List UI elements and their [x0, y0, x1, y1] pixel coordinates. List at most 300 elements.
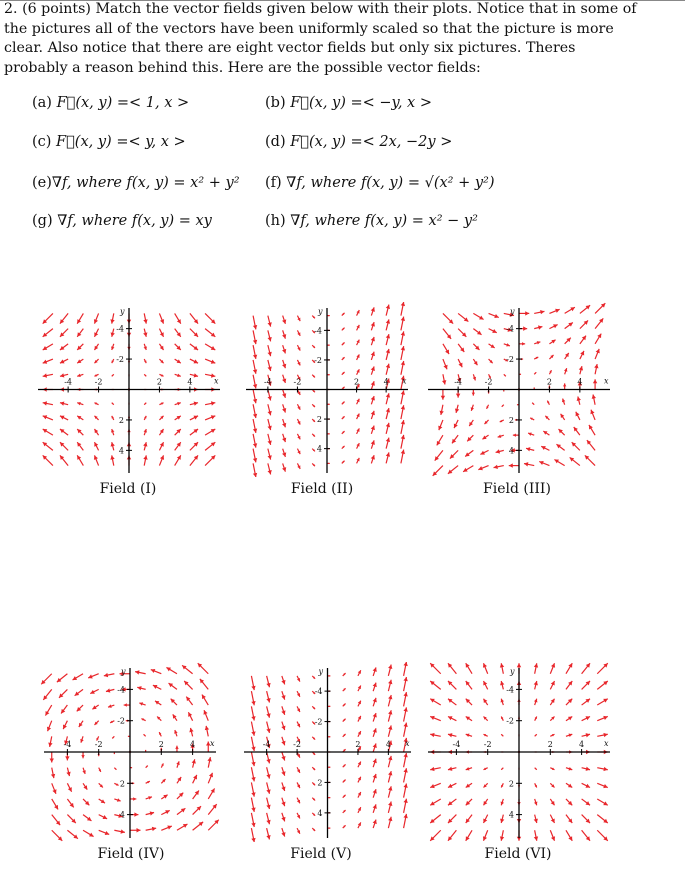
- field-arrow: [401, 331, 405, 345]
- field-arrow: [282, 360, 286, 368]
- field-arrow: [534, 799, 537, 805]
- field-arrow: [60, 313, 68, 323]
- field-arrow: [565, 322, 573, 328]
- field-arrow: [208, 773, 213, 784]
- field-arrow: [312, 737, 315, 740]
- x-tick-label: -4: [63, 740, 72, 749]
- field-arrow: [501, 768, 503, 770]
- field-arrow: [159, 374, 163, 376]
- field-arrow: [281, 722, 285, 731]
- problem-text: Match the vector fields given below with their plots. Notice that in some of the pictures all of the vectors have been uniformly scaled so that the picture is more clear. Also notice that there are eight vector fields but only six pictures. Theres probably a reason behind this. Here are the possible vector fields:: [4, 1, 637, 76]
- field-arrow: [483, 799, 487, 805]
- field-arrow: [146, 796, 152, 799]
- field-arrow: [437, 435, 443, 445]
- y-tick-label: -2: [314, 355, 322, 365]
- field-arrow: [467, 435, 473, 441]
- field-arrow: [297, 691, 300, 697]
- y-tick-label: -4: [314, 326, 322, 336]
- field-arrow: [77, 429, 83, 435]
- y-tick-label: -2: [116, 355, 124, 365]
- field-arrow: [597, 830, 608, 841]
- field-arrow: [77, 442, 83, 450]
- field-e: (e)∇f, where f(x, y) = x² + y²: [32, 175, 240, 191]
- field-arrow: [534, 372, 536, 374]
- field-arrow: [282, 390, 286, 398]
- field-arrow: [513, 433, 519, 436]
- field-arrow: [99, 768, 101, 772]
- field-arrow: [297, 360, 300, 366]
- field-arrow: [99, 830, 110, 835]
- field-arrow: [88, 674, 99, 679]
- field-arrow: [483, 830, 488, 841]
- field-arrow: [535, 734, 537, 736]
- field-arrow: [266, 676, 270, 687]
- field-arrow: [110, 313, 114, 323]
- field-arrow: [297, 813, 300, 819]
- field-arrow: [597, 699, 608, 705]
- field-arrow: [433, 466, 443, 476]
- field-arrow: [144, 374, 146, 376]
- field-arrow: [207, 757, 211, 768]
- x-tick-label: -4: [262, 740, 271, 749]
- field-list: [0, 0, 685, 260]
- field-arrow: [79, 721, 83, 727]
- field-arrow: [500, 815, 504, 823]
- field-arrow: [80, 736, 83, 742]
- field-arrow: [582, 663, 590, 674]
- field-arrow: [83, 830, 94, 836]
- field-arrow: [574, 427, 580, 435]
- field-arrow: [534, 663, 538, 674]
- field-arrow: [159, 442, 163, 450]
- field-arrow: [592, 394, 596, 404]
- field-arrow: [73, 674, 84, 680]
- field-arrow: [60, 329, 68, 337]
- field-arrow: [532, 403, 534, 405]
- field-arrow: [251, 813, 255, 827]
- field-arrow: [83, 783, 87, 789]
- field-arrow: [550, 783, 554, 787]
- field-arrow: [356, 443, 359, 449]
- field-b: (b) F⃗(x, y) =< −y, x >: [265, 95, 432, 111]
- field-arrow: [342, 372, 345, 375]
- field-arrow: [81, 752, 84, 758]
- field-arrow: [268, 463, 272, 474]
- field-arrow: [450, 450, 458, 458]
- field-arrow: [67, 815, 75, 823]
- field-arrow: [251, 722, 255, 736]
- field-arrow: [169, 683, 177, 689]
- field-arrow: [388, 695, 392, 706]
- x-tick-label: -2: [293, 740, 301, 749]
- field-arrow: [94, 721, 98, 725]
- field-arrow: [528, 432, 534, 435]
- field-arrow: [501, 716, 503, 720]
- field-arrow: [501, 699, 504, 705]
- field-arrow: [146, 827, 157, 831]
- field-arrow: [572, 442, 580, 450]
- field-arrow: [297, 767, 300, 773]
- field-arrow: [161, 810, 169, 814]
- field-arrow: [281, 782, 285, 791]
- field-arrow: [94, 374, 98, 376]
- field-arrow: [159, 732, 161, 736]
- field-arrow: [47, 721, 52, 732]
- field-arrow: [448, 716, 456, 720]
- field-arrow: [188, 712, 192, 720]
- field-arrow: [43, 442, 53, 450]
- y-tick-label: -2: [314, 717, 323, 727]
- field-arrow: [193, 791, 199, 799]
- field-arrow: [312, 449, 315, 452]
- x-tick-label: 2: [546, 377, 552, 387]
- field-arrow: [190, 402, 198, 406]
- field-arrow: [144, 344, 147, 350]
- field-arrow: [386, 393, 390, 404]
- field-arrow: [534, 325, 542, 329]
- field-arrow: [438, 420, 443, 430]
- field-arrow: [192, 759, 196, 767]
- field-arrow: [549, 324, 557, 328]
- field-arrow: [454, 420, 458, 428]
- field-arrow: [566, 699, 572, 705]
- field-arrow: [371, 366, 375, 374]
- field-arrow: [373, 804, 377, 813]
- field-arrow: [373, 667, 377, 676]
- field-arrow: [51, 768, 55, 779]
- field-arrow: [580, 351, 584, 359]
- field-arrow: [343, 764, 346, 767]
- field-arrow: [356, 458, 359, 464]
- field-arrow: [161, 779, 165, 783]
- field-arrow: [60, 402, 68, 406]
- field-arrow: [597, 767, 608, 771]
- field-arrow: [356, 428, 359, 434]
- field-arrow: [312, 419, 315, 422]
- field-arrow: [483, 716, 487, 720]
- field-arrow: [190, 455, 198, 465]
- field-arrow: [550, 799, 554, 805]
- field-arrow: [484, 420, 488, 424]
- field-arrow: [469, 420, 473, 426]
- field-arrow: [52, 783, 57, 794]
- field-arrow: [534, 699, 537, 705]
- field-f: (f) ∇f, where f(x, y) = √(x² + y²): [265, 175, 495, 191]
- field-arrow: [177, 777, 181, 783]
- field-arrow: [77, 416, 83, 420]
- field-arrow: [111, 442, 115, 450]
- field-arrow: [466, 830, 472, 841]
- field-arrow: [144, 734, 146, 736]
- field-arrow: [60, 442, 68, 450]
- field-arrow: [67, 830, 78, 838]
- y-tick-label: 4: [316, 444, 322, 454]
- field-arrow: [43, 415, 53, 420]
- field-arrow: [342, 431, 345, 434]
- field-arrow: [94, 344, 98, 350]
- field-c: (c) F⃗(x, y) =< y, x >: [32, 134, 186, 150]
- field-arrow: [253, 345, 257, 359]
- field-arrow: [466, 783, 472, 787]
- field-arrow: [448, 699, 456, 705]
- field-arrow: [43, 429, 53, 435]
- field-arrow: [253, 375, 257, 389]
- field-arrow: [343, 734, 346, 737]
- field-arrow: [177, 793, 183, 799]
- field-arrow: [371, 455, 375, 463]
- field-arrow: [297, 316, 300, 322]
- field-arrow: [582, 767, 590, 771]
- field-arrow: [99, 783, 103, 787]
- field-arrow: [200, 679, 208, 690]
- field-arrow: [535, 783, 537, 787]
- field-arrow: [251, 706, 255, 720]
- field-arrow: [566, 716, 572, 720]
- field-arrow: [60, 344, 68, 350]
- x-tick-label: -4: [452, 740, 461, 749]
- field-arrow: [205, 344, 215, 350]
- x-tick-label: 4: [187, 377, 193, 387]
- field-arrow: [174, 730, 177, 736]
- field-arrow: [268, 434, 272, 445]
- field-arrow: [266, 813, 270, 824]
- field-arrow: [403, 707, 407, 721]
- field-arrow: [443, 344, 449, 354]
- field-arrow: [282, 345, 286, 353]
- field-arrow: [312, 463, 315, 466]
- field-arrow: [566, 767, 572, 770]
- field-arrow: [106, 688, 114, 692]
- field-arrow: [526, 447, 534, 451]
- field-arrow: [543, 431, 549, 435]
- y-tick-label: -4: [116, 324, 124, 334]
- field-arrow: [561, 414, 565, 420]
- field-arrow: [403, 692, 407, 706]
- field-arrow: [556, 444, 564, 450]
- field-arrow: [143, 455, 147, 465]
- field-arrow: [570, 457, 580, 465]
- x-axis-label: x: [210, 739, 215, 748]
- field-arrow: [66, 768, 70, 776]
- y-tick-label: -4: [314, 687, 323, 697]
- field-arrow: [205, 313, 215, 323]
- field-arrow: [582, 699, 590, 705]
- field-arrow: [401, 317, 405, 331]
- field-arrow: [430, 815, 441, 823]
- field-arrow: [312, 676, 315, 679]
- field-arrow: [253, 419, 257, 433]
- field-arrow: [565, 338, 571, 344]
- field-arrow: [137, 686, 145, 690]
- field-arrow: [466, 681, 472, 689]
- x-tick-label: 2: [547, 740, 553, 749]
- field-arrow: [550, 830, 555, 841]
- field-arrow: [473, 313, 483, 319]
- field-arrow: [535, 716, 537, 720]
- plot-field-1: [34, 302, 224, 477]
- field-arrow: [251, 828, 255, 842]
- field-arrow: [386, 423, 390, 434]
- field-arrow: [297, 449, 300, 455]
- field-arrow: [386, 319, 390, 330]
- field-arrow: [111, 344, 114, 350]
- field-arrow: [175, 455, 181, 465]
- field-arrow: [550, 815, 554, 823]
- field-arrow: [356, 354, 359, 360]
- field-arrow: [403, 723, 407, 737]
- field-arrow: [371, 411, 375, 419]
- field-arrow: [343, 688, 346, 691]
- field-arrow: [489, 344, 495, 348]
- field-arrow: [534, 681, 538, 689]
- field-arrow: [177, 824, 188, 830]
- y-axis-label: y: [318, 667, 324, 676]
- field-arrow: [312, 767, 315, 770]
- field-arrow: [43, 689, 51, 700]
- field-arrow: [251, 752, 255, 766]
- field-arrow: [473, 329, 481, 335]
- caption-field-3: Field (III): [483, 481, 551, 497]
- field-arrow: [205, 442, 215, 450]
- field-arrow: [175, 416, 181, 420]
- field-arrow: [502, 405, 504, 407]
- field-arrow: [371, 396, 375, 404]
- field-arrow: [112, 359, 114, 363]
- field-arrow: [173, 714, 177, 720]
- field-arrow: [281, 813, 285, 822]
- field-arrow: [549, 355, 553, 359]
- field-arrow: [281, 706, 285, 715]
- field-arrow: [104, 673, 115, 677]
- field-arrow: [483, 783, 487, 787]
- field-arrow: [251, 798, 255, 812]
- field-arrow: [253, 390, 257, 404]
- field-arrow: [483, 681, 487, 689]
- x-tick-label: 4: [190, 740, 196, 749]
- field-arrow: [501, 783, 503, 787]
- field-arrow: [500, 663, 504, 674]
- field-arrow: [253, 360, 257, 374]
- x-tick-label: -2: [94, 377, 103, 387]
- field-arrow: [343, 673, 346, 676]
- field-arrow: [465, 450, 473, 456]
- caption-field-2: Field (II): [290, 481, 354, 497]
- y-tick-label: -2: [117, 716, 125, 726]
- field-arrow: [494, 465, 504, 469]
- x-tick-label: -4: [263, 377, 272, 387]
- field-arrow: [112, 736, 114, 738]
- field-arrow: [124, 703, 130, 706]
- field-arrow: [343, 825, 346, 828]
- field-arrow: [159, 344, 163, 350]
- field-arrow: [59, 689, 67, 697]
- x-axis-label: x: [402, 376, 407, 386]
- field-arrow: [452, 435, 458, 443]
- field-arrow: [562, 399, 565, 405]
- field-arrow: [478, 466, 488, 471]
- field-arrow: [77, 705, 83, 711]
- field-arrow: [297, 676, 300, 682]
- field-arrow: [595, 334, 601, 344]
- field-arrow: [94, 359, 98, 363]
- field-arrow: [251, 782, 255, 796]
- field-arrow: [482, 435, 488, 439]
- field-arrow: [268, 404, 272, 415]
- field-arrow: [386, 438, 390, 449]
- field-arrow: [43, 313, 53, 323]
- field-arrow: [297, 782, 300, 788]
- field-arrow: [342, 328, 345, 331]
- field-arrow: [356, 325, 359, 331]
- field-arrow: [266, 828, 270, 839]
- y-axis-label: y: [318, 307, 323, 316]
- field-arrow: [590, 410, 595, 420]
- field-arrow: [550, 681, 554, 689]
- field-arrow: [282, 434, 286, 442]
- field-arrow: [83, 799, 89, 805]
- x-axis-label: x: [604, 376, 609, 386]
- field-arrow: [281, 767, 285, 776]
- field-arrow: [312, 345, 315, 348]
- field-arrow: [401, 361, 405, 375]
- field-arrow: [534, 815, 538, 823]
- field-arrow: [342, 313, 345, 316]
- field-arrow: [297, 463, 300, 469]
- field-arrow: [342, 402, 345, 405]
- field-arrow: [67, 783, 71, 791]
- field-arrow: [266, 722, 270, 733]
- field-arrow: [356, 310, 359, 316]
- field-arrow: [159, 403, 163, 405]
- y-tick-label: 4: [317, 808, 323, 818]
- field-arrow: [587, 440, 595, 450]
- field-arrow: [190, 416, 198, 420]
- field-arrow: [582, 716, 590, 720]
- field-arrow: [580, 336, 586, 344]
- field-arrow: [373, 698, 377, 707]
- field-arrow: [343, 780, 346, 783]
- field-arrow: [144, 403, 146, 405]
- field-arrow: [501, 734, 503, 736]
- field-arrow: [566, 830, 572, 841]
- field-arrow: [268, 345, 272, 356]
- field-arrow: [466, 699, 472, 705]
- field-arrow: [343, 795, 346, 798]
- field-arrow: [43, 401, 53, 405]
- field-arrow: [439, 405, 443, 415]
- field-arrow: [297, 798, 300, 804]
- y-tick-label: -2: [506, 716, 514, 726]
- field-arrow: [549, 340, 555, 344]
- field-arrow: [401, 420, 405, 434]
- field-arrow: [203, 710, 208, 721]
- y-tick-label: -2: [506, 355, 514, 365]
- field-arrow: [597, 783, 608, 788]
- field-arrow: [388, 771, 392, 782]
- field-arrow: [190, 442, 198, 450]
- field-arrow: [253, 330, 257, 344]
- field-arrow: [268, 449, 272, 460]
- field-arrow: [297, 706, 300, 712]
- field-arrow: [159, 429, 163, 435]
- field-arrow: [448, 681, 456, 689]
- field-arrow: [504, 374, 506, 376]
- problem-number: 2.: [4, 1, 18, 17]
- field-arrow: [577, 397, 581, 405]
- field-arrow: [139, 702, 145, 705]
- field-arrow: [60, 429, 68, 435]
- field-arrow: [403, 662, 407, 676]
